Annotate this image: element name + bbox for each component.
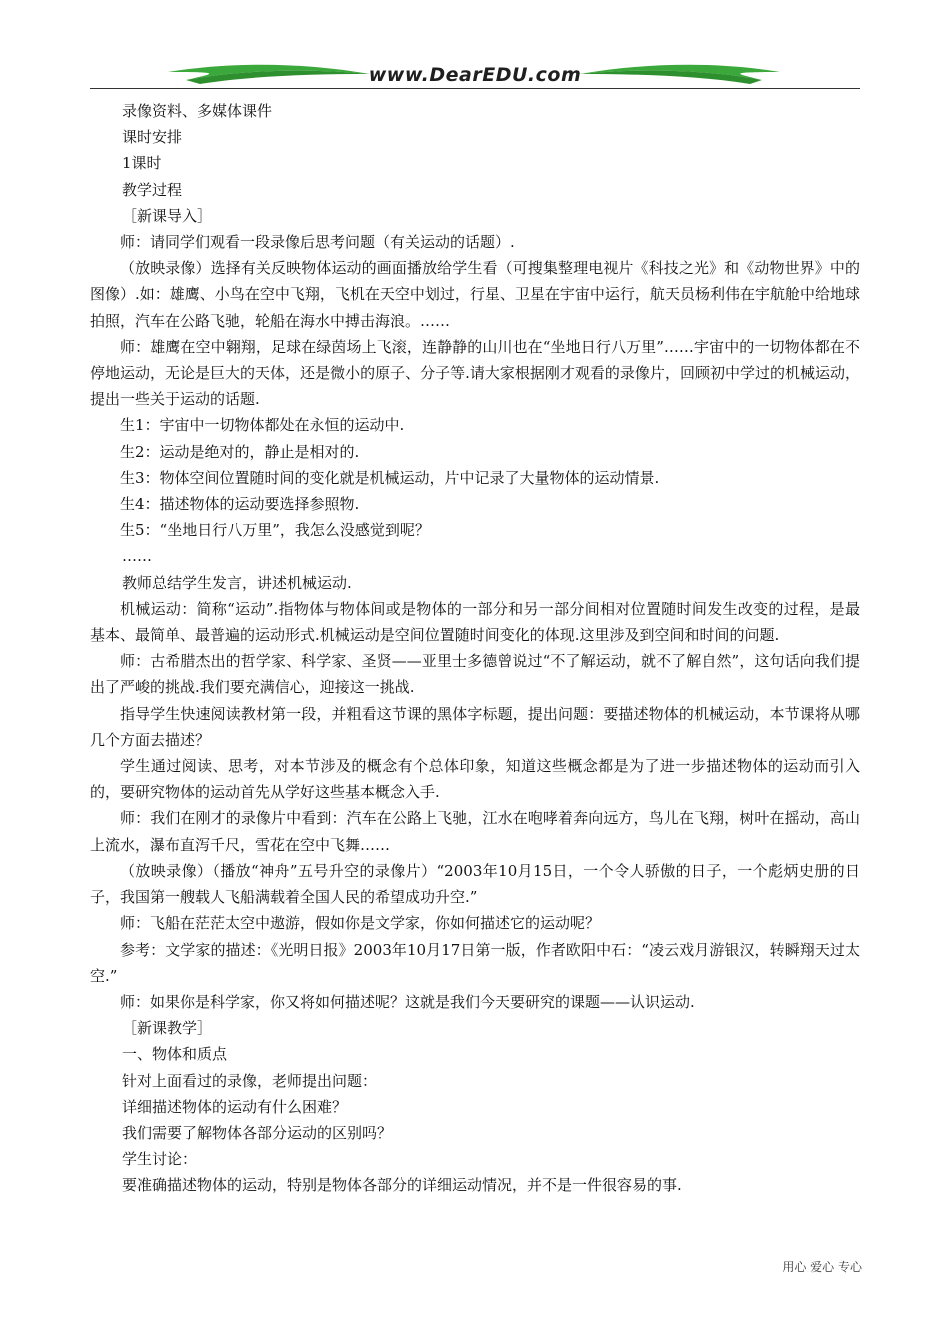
paragraph: 要准确描述物体的运动，特别是物体各部分的详细运动情况，并不是一件很容易的事. — [122, 1176, 682, 1195]
paragraph: 详细描述物体的运动有什么困难？ — [122, 1097, 348, 1116]
paragraph: ［新课导入］ — [122, 206, 213, 225]
paragraph: 师：飞船在茫茫太空中遨游，假如你是文学家，你如何描述它的运动呢？ — [120, 914, 601, 933]
paragraph: ［新课教学］ — [122, 1019, 213, 1038]
paragraph: 1课时 — [122, 154, 162, 173]
paragraph: 师：我们在刚才的录像片中看到：汽车在公路上飞驰，江水在咆哮着奔向远方，鸟儿在飞翔，树叶在摇动，高山上流水，瀑布直泻千尺，雪花在空中飞舞…… — [90, 809, 860, 854]
paragraph: 师：古希腊杰出的哲学家、科学家、圣贤——亚里士多德曾说过“不了解运动，就不了解自然”，这句话向我们提出了严峻的挑战.我们要充满信心，迎接这一挑战. — [90, 652, 860, 697]
paragraph: 师：雄鹰在空中翱翔，足球在绿茵场上飞滚，连静静的山川也在“坐地日行八万里”……宇宙中的一切物体都在不停地运动，无论是巨大的天体，还是微小的原子、分子等.请大家根据刚才观看的录像片，回顾初中学过的机械运动，提出一些关于运动的话题. — [90, 337, 860, 409]
paragraph: 师：如果你是科学家，你又将如何描述呢？这就是我们今天要研究的课题——认识运动. — [120, 992, 695, 1011]
site-header — [90, 58, 860, 92]
paragraph: …… — [122, 547, 152, 566]
paragraph: 生5：“坐地日行八万里”，我怎么没感觉到呢？ — [120, 521, 430, 540]
paragraph: 学生讨论： — [122, 1150, 198, 1169]
paragraph: 针对上面看过的录像，老师提出问题： — [122, 1071, 378, 1090]
site-name: www.DearEDU.com — [368, 64, 582, 86]
paragraph: 生2：运动是绝对的，静止是相对的. — [120, 442, 360, 461]
paragraph: 我们需要了解物体各部分运动的区别吗？ — [122, 1123, 393, 1142]
paragraph: 录像资料、多媒体课件 — [122, 102, 273, 120]
paragraph: 机械运动：简称“运动”.指物体与物体间或是物体的一部分和另一部分间相对位置随时间发生改变的过程，是最基本、最简单、最普遍的运动形式.机械运动是空间位置随时间变化的体现.这里涉及到空间和时间的问题. — [90, 599, 860, 645]
paragraph: 生4：描述物体的运动要选择参照物. — [120, 495, 360, 514]
paragraph: 教师总结学生发言，讲述机械运动. — [122, 573, 352, 592]
paragraph: 参考：文学家的描述：《光明日报》2003年10月17日第一版，作者欧阳中石：“凌云戏月游银汉，转瞬翔天过太空.” — [90, 940, 860, 985]
paragraph: 一、物体和质点 — [122, 1045, 228, 1064]
footer-slogan: 用心 爱心 专心 — [782, 1260, 862, 1274]
paragraph: （放映录像）选择有关反映物体运动的画面播放给学生看（可搜集整理电视片《科技之光》和《动物世界》中的图像）.如：雄鹰、小鸟在空中飞翔，飞机在天空中划过，行星、卫星在宇宙中运行，航天员杨利伟在宇航舱中给地球拍照，汽车在公路飞驰，轮船在海水中搏击海浪。…… — [90, 259, 860, 330]
paragraph: 教学过程 — [122, 180, 183, 199]
document-body — [90, 98, 860, 1199]
paragraph: 课时安排 — [122, 128, 183, 147]
paragraph: 学生通过阅读、思考，对本节涉及的概念有个总体印象，知道这些概念都是为了进一步描述物体的运动而引入的，要研究物体的运动首先从学好这些基本概念入手. — [90, 757, 860, 802]
paragraph: 师：请同学们观看一段录像后思考问题（有关运动的话题）. — [120, 233, 515, 252]
paragraph: 生3：物体空间位置随时间的变化就是机械运动，片中记录了大量物体的运动情景. — [120, 468, 660, 487]
paragraph: （放映录像）（播放“神舟”五号升空的录像片）“2003年10月15日，一个令人骄傲的日子，一个彪炳史册的日子，我国第一艘载人飞船满载着全国人民的希望成功升空.” — [90, 861, 860, 907]
header-divider — [90, 88, 860, 89]
paragraph: 指导学生快速阅读教材第一段，并粗看这节课的黑体字标题，提出问题：要描述物体的机械运动，本节课将从哪几个方面去描述？ — [90, 704, 860, 749]
paragraph: 生1：宇宙中一切物体都处在永恒的运动中. — [120, 416, 405, 435]
